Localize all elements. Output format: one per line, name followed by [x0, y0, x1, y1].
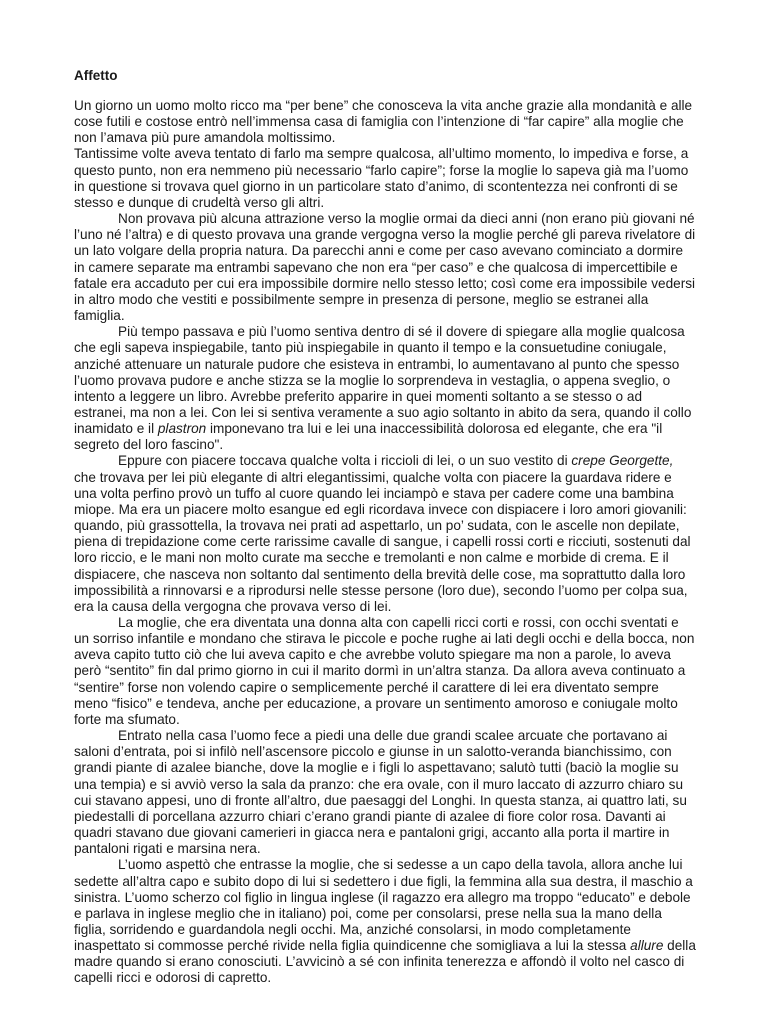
paragraph	[74, 453, 696, 615]
text-run: della madre quando si erano conosciuti. L’avvicinò a sé con infinita tenerezza e affondò il volto nel casco di capelli ricci e odorosi di capretto.	[74, 938, 696, 986]
paragraph	[74, 211, 696, 324]
paragraph	[74, 324, 696, 453]
text-run: Tantissime volte aveva tentato di farlo ma sempre qualcosa, all’ultimo momento, lo impediva e forse, a questo punto, non era nemmeno più necessario “farlo capire”; forse la moglie lo sapeva già ma l’uomo in questione si trovava quel giorno in un particolare stato d’animo, di scontentezza nei confronti di se stesso e dunque di crudeltà verso gli altri.	[74, 146, 689, 210]
paragraph	[74, 98, 696, 146]
italic-text: crepe Georgette,	[571, 453, 674, 469]
text-run: Un giorno un uomo molto ricco ma “per bene” che conosceva la vita anche grazie alla mondanità e alle cose futili e costose entrò nell’immensa casa di famiglia con l’intenzione di “far capire” alla moglie che non l’amava più pure amandola moltissimo.	[74, 98, 693, 146]
italic-text: plastron	[157, 421, 207, 437]
text-run: che trovava per lei più elegante di altri elegantissimi, qualche volta con piacere la guardava ridere e una volta perfino provò un tuffo al cuore quando lei inciampò e stava per cadere come una bambina miope. Ma era un piacere molto esangue ed egli ricordava invece con dispiacere i loro amori giovanili: quando, più grassottella, la trovava nei prati ad aspettarlo, un po’ sudata, con le ascelle non depilate, piena di trepidazione come certe rarissime cavalle di sangue, i capelli rossi corti e ricciuti, sostenuti dal loro riccio, e le mani non molto curate ma secche e tremolanti e non calme e morbide di crema. E il dispiacere, che nasceva non soltanto dal sentimento della brevità delle cose, ma soprattutto dalla loro impossibilità a rinnovarsi e a riprodursi nelle stesse persone (loro due), secondo l’uomo per colpa sua, era la causa della vergogna che provava verso di lei.	[74, 469, 691, 614]
text-run: L’uomo aspettò che entrasse la moglie, che si sedesse a un capo della tavola, allora anche lui sedette all’altra capo e subito dopo di lui si sedettero i due figli, la femmina alla sua destra, il maschio a sinistra. L’uomo scherzo col figlio in lingua inglese (il ragazzo era allegro ma troppo “educato” e debole e parlava in inglese meglio che in italiano) poi, come per consolarsi, prese nella sua la mano della figlia, sorridendo e guardandola negli occhi. Ma, anziché consolarsi, in modo completamente inaspettato si commosse perché rivide nella figlia quindicenne che somigliava a lui la stessa	[74, 857, 693, 954]
paragraph	[74, 146, 696, 211]
document-body	[74, 98, 696, 987]
paragraph	[74, 857, 696, 986]
text-run: Eppure con piacere toccava qualche volta i riccioli di lei, o un suo vestito di	[118, 453, 572, 469]
paragraph	[74, 615, 696, 728]
document-title: Affetto	[74, 68, 118, 83]
text-run: Entrato nella casa l’uomo fece a piedi una delle due grandi scalee arcuate che portavano ai saloni d’entrata, poi si infilò nell’ascensore piccolo e giunse in un salotto-veranda bianchissimo, con grandi piante di azalee bianche, dove la moglie e i figli lo aspettavano; salutò tutti (baciò la moglie su una tempia) e si avviò verso la sala da pranzo: che era ovale, con il muro laccato di azzurro chiaro su cui stavano appesi, uno di fronte all’altro, due paesaggi del Longhi. In questa stanza, ai quattro lati, su piedestalli di porcellana azzurro chiari c’erano grandi piante di azalee di fiore color rosa. Davanti ai quadri stavano due giovani camerieri in giacca nera e pantaloni grigi, accanto alla porta il martire in pantaloni rigati e marsina nera.	[74, 728, 687, 857]
document-page	[74, 68, 696, 987]
text-run: La moglie, che era diventata una donna alta con capelli ricci corti e rossi, con occhi sventati e un sorriso infantile e mondano che stirava le piccole e poche rughe ai lati degli occhi e della bocca, non aveva capito tutto ciò che lui aveva capito e che avrebbe voluto spiegare ma non a parole, lo aveva però “sentito” fin dal primo giorno in cui il marito dormì in un’altra stanza. Da allora aveva continuato a “sentire” forse non volendo capire o semplicemente perché il carattere di lei era diventato sempre meno “fisico” e tendeva, anche per educazione, a provare un sentimento amoroso e coniugale molto forte ma sfumato.	[74, 615, 695, 727]
text-run: Non provava più alcuna attrazione verso la moglie ormai da dieci anni (non erano più giovani né l’uno né l’altra) e di questo provava una grande vergogna verso la moglie perché gli pareva rivelatore di un lato volgare della propria natura. Da parecchi anni e come per caso avevano cominciato a dormire in camere separate ma entrambi sapevano che non era “per caso” e che qualcosa di impercettibile e fatale era accaduto per cui era impossibile dormire nello stesso letto; così come era impossibile vedersi in altro modo che vestiti e possibilmente sempre in presenza di persone, meglio se estranei alla famiglia.	[74, 211, 696, 324]
paragraph	[74, 728, 696, 857]
italic-text: allure	[630, 938, 664, 954]
text-run: Più tempo passava e più l’uomo sentiva dentro di sé il dovere di spiegare alla moglie qualcosa che egli sapeva inspiegabile, tanto più inspiegabile in quanto il tempo e la consuetudine coniugale, anziché attenuare un naturale pudore che esisteva in entrambi, lo aumentavano al punto che spesso l’uomo provava pudore e anche stizza se la moglie lo sorprendeva in vestaglia, o appena sveglio, o intento a leggere un libro. Avrebbe preferito apparire in quei momenti soltanto a se stesso o ad estranei, ma non a lei. Con lei si sentiva veramente a suo agio soltanto in abito da sera, quando il collo inamidato e il	[74, 324, 692, 437]
text-run: imponevano tra lui e lei una inaccessibilità dolorosa ed elegante, che era "il segreto del loro fascino".	[74, 421, 663, 453]
